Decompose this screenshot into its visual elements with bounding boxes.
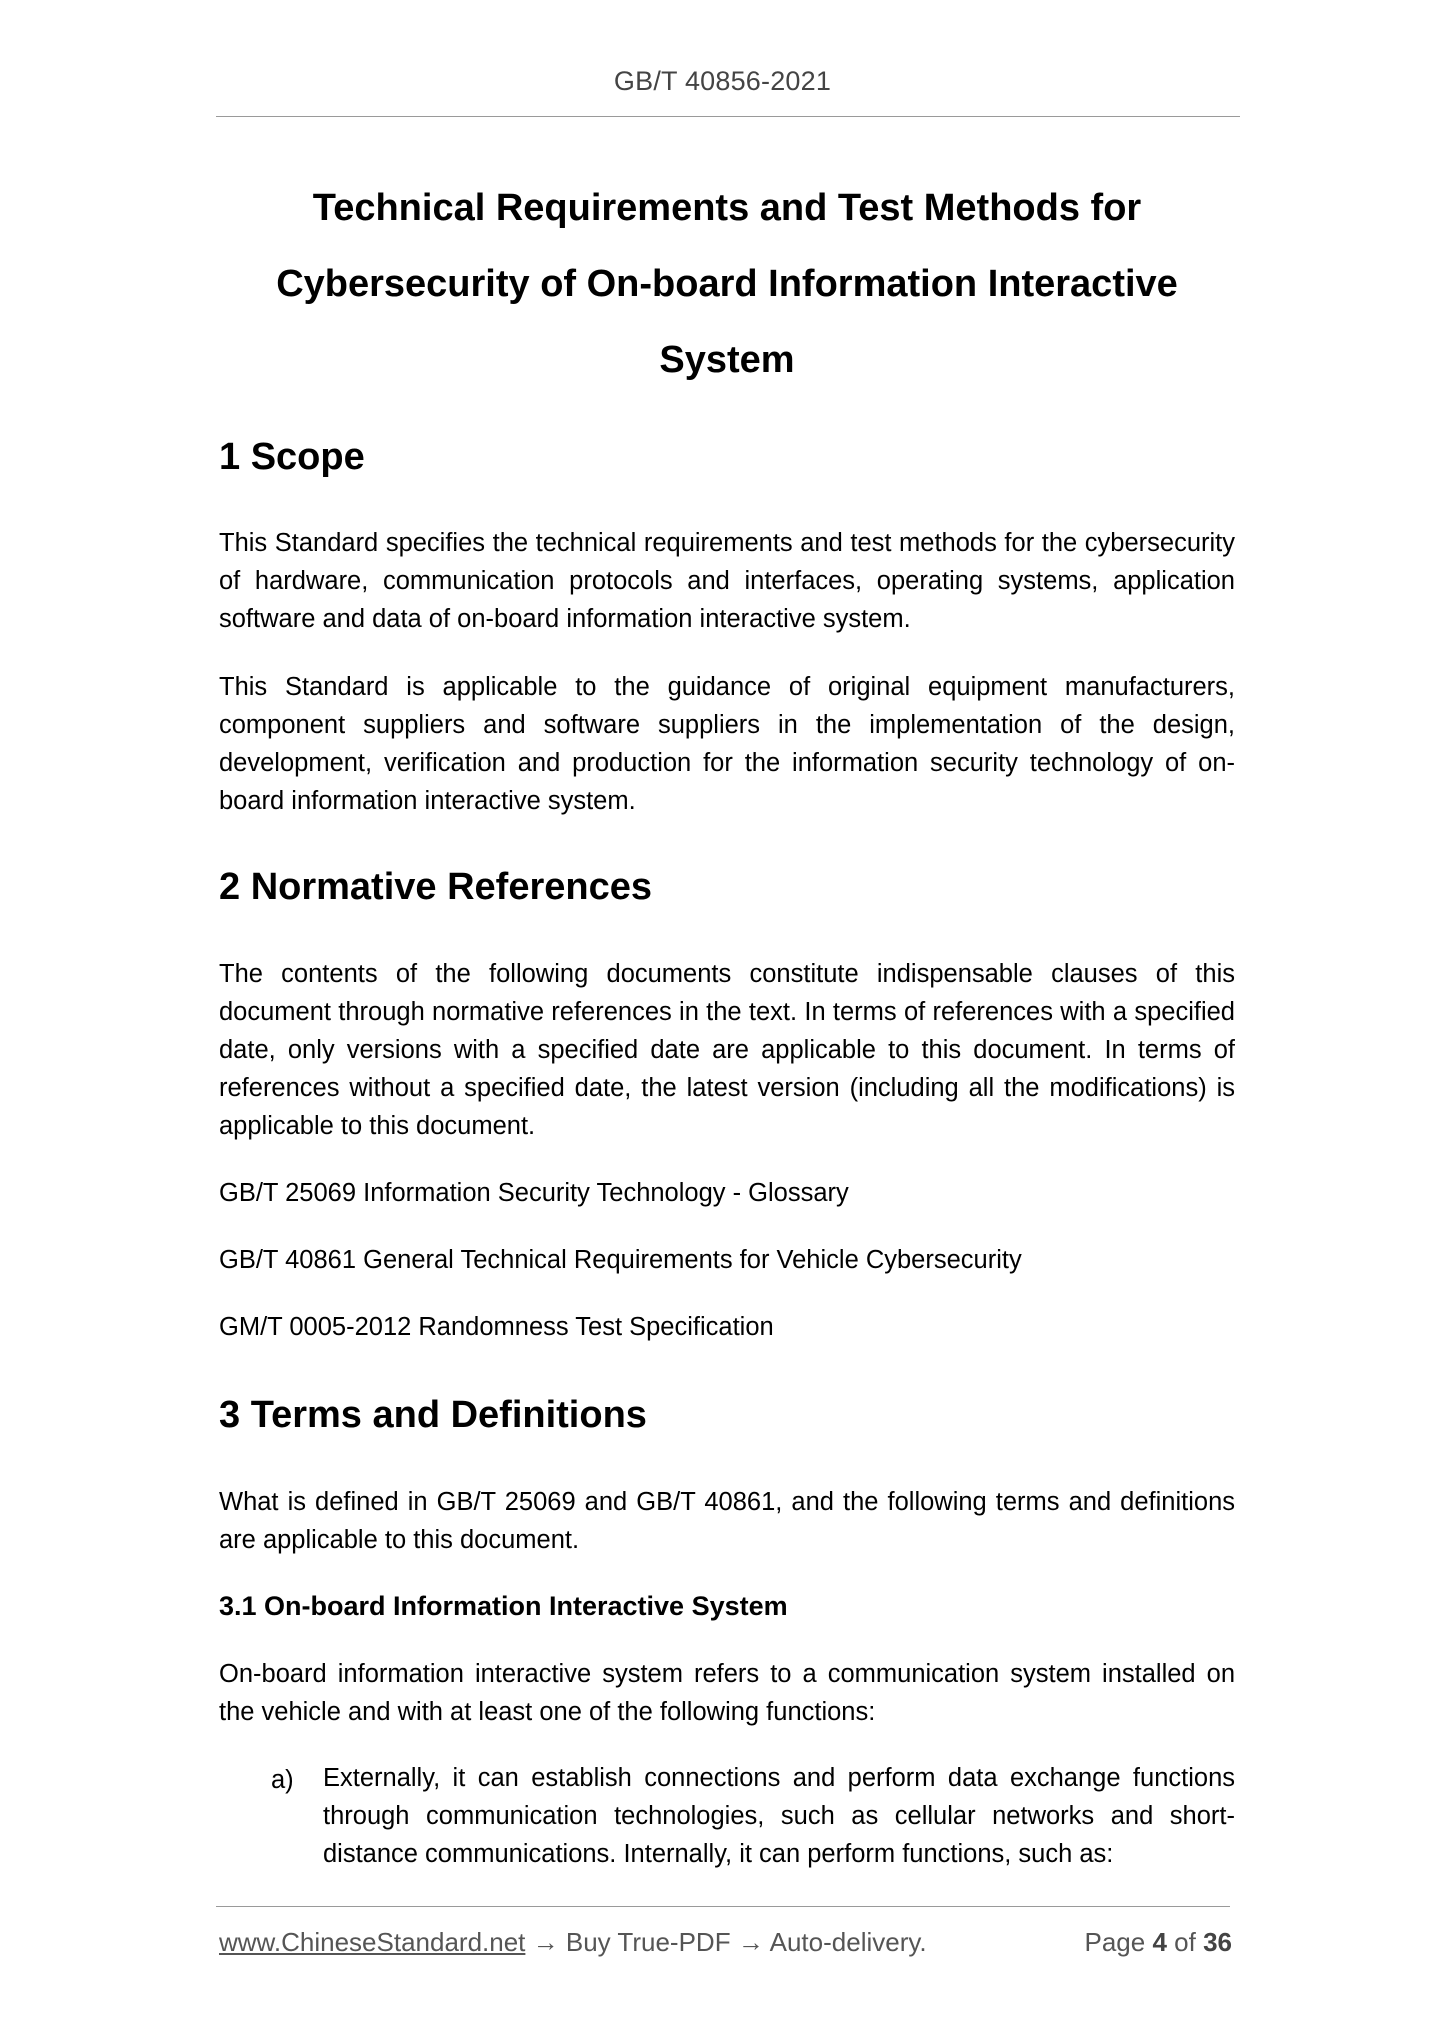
buy-text: Buy True-PDF	[565, 1927, 731, 1957]
site-link[interactable]: www.ChineseStandard.net	[219, 1927, 526, 1957]
arrow-icon: →	[737, 1927, 764, 1957]
subheading-3-1: 3.1 On-board Information Interactive System	[219, 1591, 788, 1621]
arrow-icon: →	[532, 1927, 559, 1957]
footer-rule	[216, 1906, 1230, 1907]
terms-paragraph-1: What is defined in GB/T 25069 and GB/T 40861, and the following terms and definitions are applicable to this document.	[219, 1488, 1235, 1554]
reference-item: GB/T 40861 General Technical Requirements for Vehicle Cybersecurity	[219, 1246, 1022, 1274]
delivery-text: Auto-delivery.	[769, 1927, 927, 1957]
page-total: 36	[1203, 1927, 1232, 1957]
reference-item: GB/T 25069 Information Security Technology - Glossary	[219, 1179, 849, 1207]
of-label: of	[1174, 1927, 1196, 1957]
list-item-label: a)	[271, 1766, 294, 1794]
list-item-text: Externally, it can establish connections and perform data exchange functions through communication technologies, such as cellular networks and short-distance communications. Internally, it can perform functions, such as:	[323, 1764, 1235, 1868]
heading-terms-definitions: 3 Terms and Definitions	[219, 1394, 647, 1436]
scope-paragraph-2: This Standard is applicable to the guidance of original equipment manufacturers, component suppliers and software suppliers in the implementation of the design, development, verification and production for the information security technology of on-board information interactive system.	[219, 673, 1235, 815]
normative-paragraph-1: The contents of the following documents constitute indispensable clauses of this document through normative references in the text. In terms of references with a specified date, only versions with a specified date are applicable to this document. In terms of references without a specified date, the latest version (including all the modifications) is applicable to this document.	[219, 960, 1235, 1140]
running-header: GB/T 40856-2021	[613, 66, 832, 96]
definition-paragraph: On-board information interactive system refers to a communication system installed on the vehicle and with at least one of the following functions:	[219, 1660, 1235, 1726]
scope-paragraph-1: This Standard specifies the technical requirements and test methods for the cybersecurity of hardware, communication protocols and interfaces, operating systems, application software and data of on-board information interactive system.	[219, 529, 1235, 633]
heading-scope: 1 Scope	[219, 436, 365, 478]
page-indicator	[1084, 1927, 1232, 1958]
document-title	[219, 170, 1235, 398]
footer-links	[219, 1927, 927, 1958]
header-rule	[216, 116, 1240, 117]
heading-normative-references: 2 Normative References	[219, 866, 652, 908]
page-number: 4	[1152, 1927, 1167, 1957]
page-label: Page	[1084, 1927, 1146, 1957]
title-line-1: Technical Requirements and Test Methods for	[312, 187, 1142, 229]
title-line-3: System	[659, 339, 795, 381]
title-line-2: Cybersecurity of On-board Information Interactive	[276, 263, 1178, 305]
reference-item: GM/T 0005-2012 Randomness Test Specification	[219, 1313, 774, 1341]
